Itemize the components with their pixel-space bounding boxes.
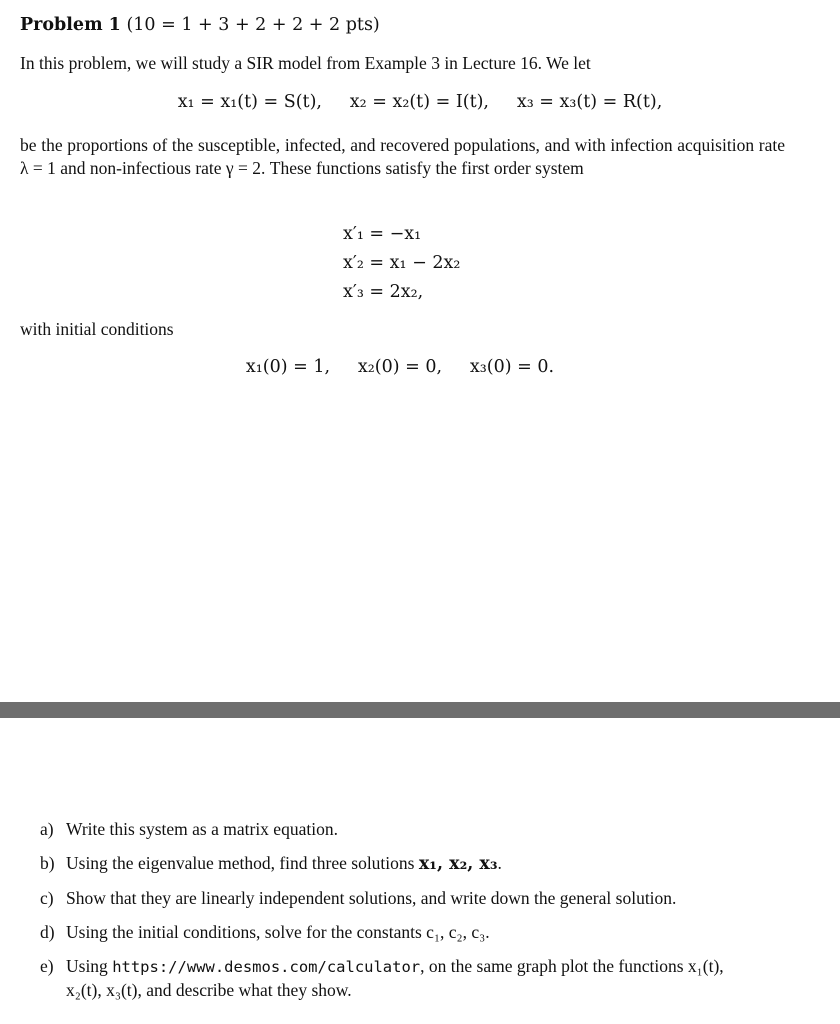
ode-equation-2: x′₂ = x₁ − 2x₂: [343, 253, 461, 273]
definition-x2: x₂ = x₂(t) = I(t),: [349, 92, 489, 112]
model-description: be the proportions of the susceptible, infected, and recovered populations, and with infection acquisition rate λ = 1 and non-infectious rate γ = 2. These functions satisfy the first order system: [20, 135, 785, 178]
ode-system: [343, 220, 460, 307]
initial-condition-x1: x₁(0) = 1,: [245, 357, 331, 377]
part-e-text-mid: , on the same graph plot the functions x₁(t),: [420, 956, 724, 976]
desmos-link[interactable]: https://www.desmos.com/calculator: [112, 958, 421, 976]
ode-equation-1: x′₁ = −x₁: [343, 224, 422, 244]
part-a: [40, 818, 800, 841]
part-a-label: a): [40, 819, 54, 839]
part-c: [40, 887, 800, 910]
part-d-label: d): [40, 922, 55, 942]
part-b: [40, 852, 800, 876]
part-b-text: Using the eigenvalue method, find three solutions: [66, 853, 415, 873]
constants: c₁, c₂, c₃: [426, 922, 486, 942]
intro-text: In this problem, we will study a SIR model from Example 3 in Lecture 16. We let: [20, 53, 591, 73]
definition-x3: x₃ = x₃(t) = R(t),: [516, 92, 663, 112]
definition-x1: x₁ = x₁(t) = S(t),: [177, 92, 322, 112]
problem-parts: [40, 818, 800, 1013]
part-e-text-start: Using: [66, 956, 108, 976]
part-b-label: b): [40, 853, 55, 873]
initial-conditions-label: with initial conditions: [20, 319, 174, 339]
page-divider: [0, 702, 840, 718]
part-e-text-end: x₂(t), x₃(t), and describe what they show.: [66, 980, 352, 1000]
part-a-text: Write this system as a matrix equation.: [66, 819, 338, 839]
points-breakdown: (10 = 1 + 3 + 2 + 2 + 2 pts): [126, 15, 380, 35]
variable-definitions: [0, 92, 840, 112]
part-d-text: Using the initial conditions, solve for the constants: [66, 922, 422, 942]
part-c-text: Show that they are linearly independent solutions, and write down the general solution.: [66, 888, 677, 908]
part-b-end: .: [497, 853, 502, 873]
initial-condition-x2: x₂(0) = 0,: [357, 357, 443, 377]
part-d: [40, 921, 800, 944]
part-c-label: c): [40, 888, 54, 908]
part-e-label: e): [40, 956, 54, 976]
part-d-end: .: [485, 922, 490, 942]
initial-condition-x3: x₃(0) = 0.: [469, 357, 555, 377]
solution-vectors: x₁, x₂, x₃: [418, 854, 498, 874]
initial-conditions: [0, 357, 800, 377]
part-e: [40, 955, 800, 1002]
problem-title: [20, 14, 380, 36]
problem-label: Problem 1: [20, 15, 121, 35]
ode-equation-3: x′₃ = 2x₂,: [343, 282, 424, 302]
